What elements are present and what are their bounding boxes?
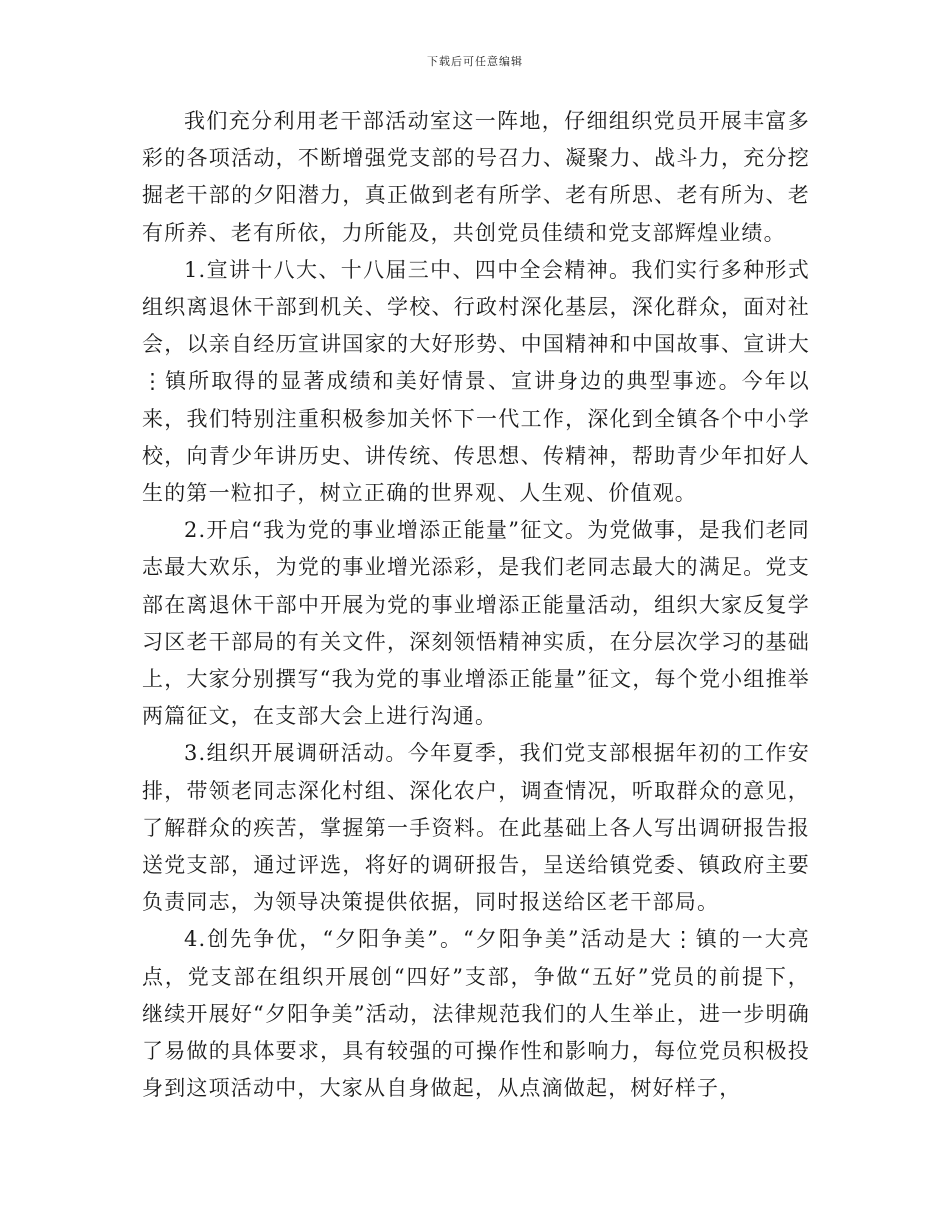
paragraph-item-4: 4.创先争优，“夕阳争美”。“夕阳争美”活动是大⋮镇的一大亮点，党支部在组织开展创“四好”支部，争做“五好”党员的前提下，继续开展好“夕阳争美”活动，法律规范我们的人生举止，进一步明确了易做的具体要求，具有较强的可操作性和影响力，每位党员积极投身到这项活动中，大家从自身做起，从点滴做起，树好样子， [142, 927, 810, 1101]
page-header: 下载后可任意编辑 [427, 55, 523, 68]
document-body [142, 103, 810, 1107]
paragraph-item-3: 3.组织开展调研活动。今年夏季，我们党支部根据年初的工作安排，带领老同志深化村组、深化农户，调查情况，听取群众的意见，了解群众的疾苦，掌握第一手资料。在此基础上各人写出调研报告报送党支部，通过评选，将好的调研报告，呈送给镇党委、镇政府主要负责同志，为领导决策提供依据，同时报送给区老干部局。 [142, 741, 810, 915]
paragraph-item-2: 2.开启“我为党的事业增添正能量”征文。为党做事，是我们老同志最大欢乐，为党的事业增光添彩，是我们老同志最大的满足。党支部在离退休干部中开展为党的事业增添正能量活动，组织大家反复学习区老干部局的有关文件，深刻领悟精神实质，在分层次学习的基础上，大家分别撰写“我为党的事业增添正能量”征文，每个党小组推举两篇征文，在支部大会上进行沟通。 [142, 518, 810, 729]
paragraph-intro: 我们充分利用老干部活动室这一阵地，仔细组织党员开展丰富多彩的各项活动，不断增强党支部的号召力、凝聚力、战斗力，充分挖掘老干部的夕阳潜力，真正做到老有所学、老有所思、老有所为、老有所养、老有所依，力所能及，共创党员佳绩和党支部辉煌业绩。 [142, 109, 810, 245]
paragraph-item-1: 1.宣讲十八大、十八届三中、四中全会精神。我们实行多种形式组织离退休干部到机关、学校、行政村深化基层，深化群众，面对社会，以亲自经历宣讲国家的大好形势、中国精神和中国故事、宣讲大⋮镇所取得的显著成绩和美好情景、宣讲身边的典型事迹。今年以来，我们特别注重积极参加关怀下一代工作，深化到全镇各个中小学校，向青少年讲历史、讲传统、传思想、传精神，帮助青少年扣好人生的第一粒扣子，树立正确的世界观、人生观、价值观。 [142, 257, 810, 506]
